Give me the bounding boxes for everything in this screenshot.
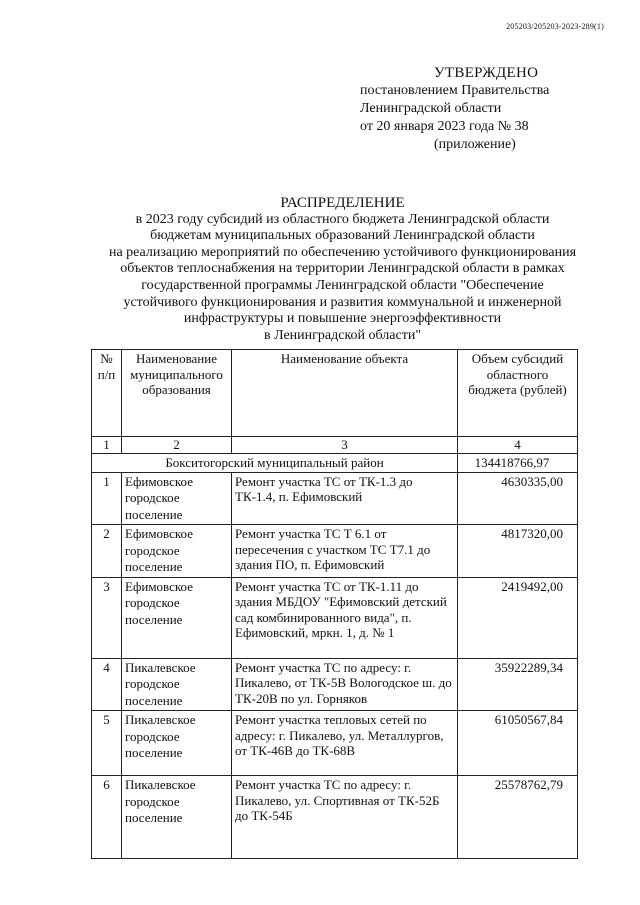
table-row [92,658,578,711]
district-row [92,454,578,473]
row-amount: 35922289,34 [458,658,578,711]
row-municipality: Пикалевское городское поселение [122,776,232,859]
row-object: Ремонт участка тепловых сетей по адресу: г. Пикалево, ул. Металлургов, от ТК-46В до ТК-68В [232,711,458,776]
approval-block [360,64,549,154]
row-num: 2 [92,525,122,578]
header-municipality: Наименование муниципального образования [122,350,232,437]
document-heading [90,195,595,344]
row-num: 6 [92,776,122,859]
heading-line: в Ленинградской области" [263,327,422,343]
row-object: Ремонт участка ТС от ТК-1.3 до ТК-1.4, п. Ефимовский [232,472,458,525]
row-object: Ремонт участка ТС по адресу: г. Пикалево, ул. Спортивная от ТК-52Б до ТК-54Б [232,776,458,859]
table-header-row [92,350,578,437]
table-index-row [92,437,578,454]
row-municipality: Пикалевское городское поселение [122,658,232,711]
district-name: Бокситогорский муниципальный район [92,454,458,473]
index-cell: 2 [122,437,232,454]
row-num: 1 [92,472,122,525]
distribution-table [91,349,578,859]
row-object: Ремонт участка ТС от ТК-1.11 до здания МБДОУ "Ефимовский детский сад комбинированного вида", п. Ефимовский, мркн. 1, д. № 1 [232,577,458,658]
approval-line-1: постановлением Правительства [360,83,550,98]
index-cell: 1 [92,437,122,454]
heading-line: объектов теплоснабжения на территории Ленинградской области в рамках [120,261,565,277]
approval-appendix: (приложение) [434,137,516,152]
row-municipality: Ефимовское городское поселение [122,525,232,578]
approval-line-2: Ленинградской области [360,101,502,116]
row-num: 4 [92,658,122,711]
heading-title: РАСПРЕДЕЛЕНИЕ [280,195,405,211]
row-amount: 4817320,00 [458,525,578,578]
heading-line: инфраструктуры и повышение энергоэффективности [183,311,502,327]
row-object: Ремонт участка ТС по адресу: г. Пикалево, от ТК-5В Вологодское ш. до ТК-20В по ул. Горняков [232,658,458,711]
header-amount: Объем субсидий областного бюджета (рублей) [458,350,578,437]
header-object: Наименование объекта [232,350,458,437]
row-num: 5 [92,711,122,776]
heading-line: бюджетам муниципальных образований Ленинградской области [150,228,535,244]
heading-line: устойчивого функционирования и развития коммунальной и инженерной [123,294,562,310]
row-municipality: Ефимовское городское поселение [122,577,232,658]
row-amount: 2419492,00 [458,577,578,658]
row-municipality: Ефимовское городское поселение [122,472,232,525]
table-row [92,525,578,578]
table-row [92,711,578,776]
header-num: № п/п [92,350,122,437]
heading-line: на реализацию мероприятий по обеспечению устойчивого функционирования [108,244,577,260]
heading-line: государственной программы Ленинградской области "Обеспечение [141,277,544,293]
row-municipality: Пикалевское городское поселение [122,711,232,776]
heading-line: в 2023 году субсидий из областного бюджета Ленинградской области [135,211,550,227]
table-row [92,577,578,658]
row-amount: 61050567,84 [458,711,578,776]
document-id: 205203/205203-2023-289(1) [506,22,604,31]
district-amount: 134418766,97 [458,454,578,473]
index-cell: 3 [232,437,458,454]
table-row [92,776,578,859]
approval-line-3: от 20 января 2023 года № 38 [360,119,529,134]
row-num: 3 [92,577,122,658]
approval-title: УТВЕРЖДЕНО [434,65,539,81]
row-object: Ремонт участка ТС Т 6.1 от пересечения с участком ТС Т7.1 до здания ПО, п. Ефимовский [232,525,458,578]
table-row [92,472,578,525]
row-amount: 25578762,79 [458,776,578,859]
row-amount: 4630335,00 [458,472,578,525]
index-cell: 4 [458,437,578,454]
